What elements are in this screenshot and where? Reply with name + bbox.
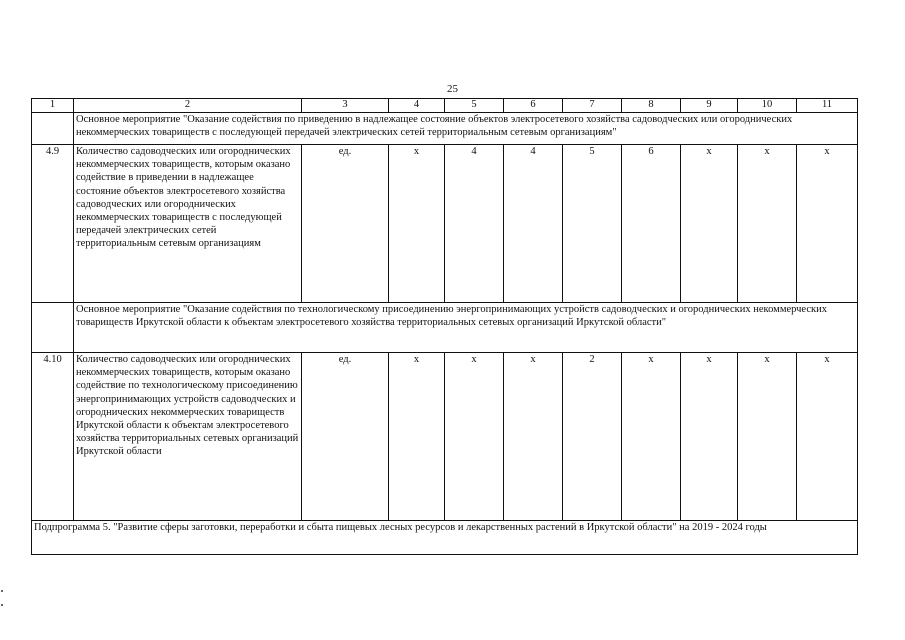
empty-cell	[32, 113, 74, 145]
column-header: 4	[389, 99, 445, 113]
value-cell: 2	[563, 353, 622, 521]
value-cell: 6	[622, 145, 681, 303]
scan-marks	[0, 590, 4, 618]
indicators-table	[31, 98, 858, 555]
value-cell: х	[738, 145, 797, 303]
scan-dot	[1, 604, 3, 606]
column-header: 10	[738, 99, 797, 113]
value-cell: 4	[445, 145, 504, 303]
column-header: 7	[563, 99, 622, 113]
subprogram-title: Подпрограмма 5. "Развитие сферы заготовки, переработки и сбыта пищевых лесных ресурсов и лекарственных растений в Иркутской области" на 2019 - 2024 годы	[32, 521, 858, 555]
table-row	[32, 353, 858, 521]
indicator-name: Количество садоводческих или огороднических некоммерческих товариществ, которым оказано содействие в приведении в надлежащее состояние объектов электросетевого хозяйства садоводческих или огороднических некоммерческих товариществ с последующей передачей электрических сетей территориальным сетевым организациям	[74, 145, 302, 303]
activity-title: Основное мероприятие "Оказание содействия по приведению в надлежащее состояние объектов электросетевого хозяйства садоводческих или огороднических некоммерческих товариществ с последующей передачей электрических сетей территориальным сетевым организациям"	[74, 113, 858, 145]
value-cell: х	[681, 145, 738, 303]
unit-cell: ед.	[302, 145, 389, 303]
value-cell: 4	[504, 145, 563, 303]
column-numbers-row	[32, 99, 858, 113]
value-cell: х	[445, 353, 504, 521]
value-cell: х	[738, 353, 797, 521]
row-number: 4.9	[32, 145, 74, 303]
value-cell: х	[622, 353, 681, 521]
value-cell: х	[797, 145, 858, 303]
column-header: 6	[504, 99, 563, 113]
table-row	[32, 145, 858, 303]
empty-cell	[32, 303, 74, 353]
indicator-name: Количество садоводческих или огороднических некоммерческих товариществ, которым оказано содействие по технологическому присоединению энергопринимающих устройств садоводческих и огороднических некоммерческих товариществ Иркутской области к объектам электросетевого хозяйства территориальных сетевых организаций Иркутской области	[74, 353, 302, 521]
unit-cell: ед.	[302, 353, 389, 521]
activity-row	[32, 113, 858, 145]
scan-dot	[1, 590, 3, 592]
value-cell: х	[389, 353, 445, 521]
column-header: 5	[445, 99, 504, 113]
value-cell: х	[797, 353, 858, 521]
column-header: 3	[302, 99, 389, 113]
value-cell: х	[389, 145, 445, 303]
row-number: 4.10	[32, 353, 74, 521]
value-cell: х	[681, 353, 738, 521]
column-header: 2	[74, 99, 302, 113]
activity-title: Основное мероприятие "Оказание содействия по технологическому присоединению энергопринимающих устройств садоводческих и огороднических некоммерческих товариществ Иркутской области к объектам электросетевого хозяйства территориальных сетевых организаций Иркутской области"	[74, 303, 858, 353]
column-header: 8	[622, 99, 681, 113]
value-cell: 5	[563, 145, 622, 303]
value-cell: х	[504, 353, 563, 521]
subprogram-row	[32, 521, 858, 555]
activity-row	[32, 303, 858, 353]
page-number: 25	[447, 83, 458, 95]
column-header: 11	[797, 99, 858, 113]
column-header: 1	[32, 99, 74, 113]
column-header: 9	[681, 99, 738, 113]
